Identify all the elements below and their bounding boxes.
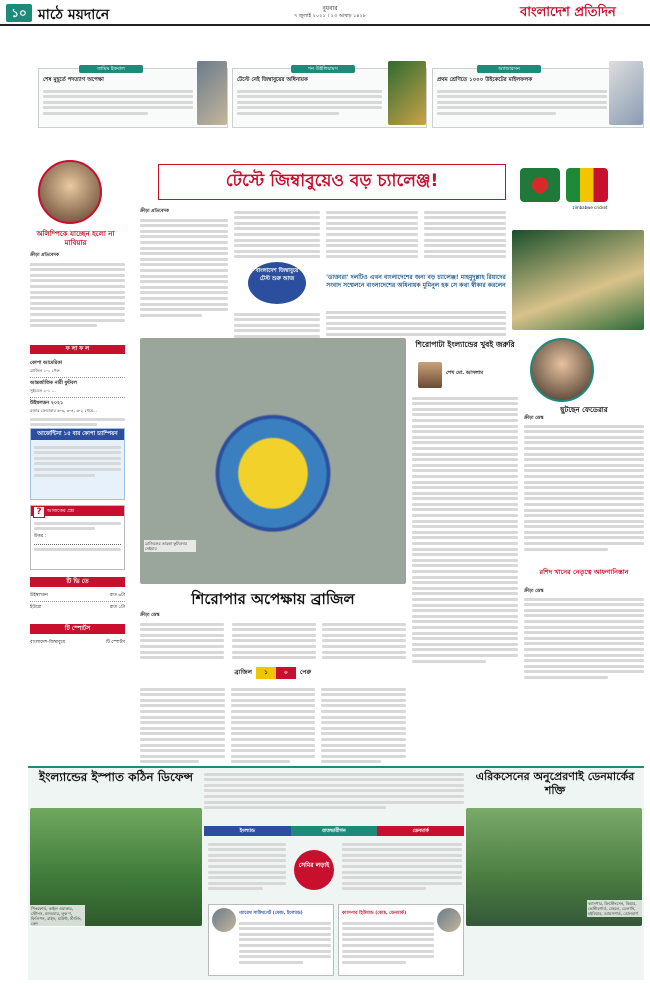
mabia-photo bbox=[38, 160, 102, 224]
top-story-headline: শেষ মুহূর্তে পদত্যাগ অপেক্ষা bbox=[43, 77, 104, 83]
team-right-label: ডেনমার্ক bbox=[377, 826, 464, 836]
newspaper-logo: বাংলাদেশ প্রতিদিন bbox=[520, 5, 616, 20]
top-story-tag: শন উইলিয়ামস bbox=[291, 65, 355, 73]
federer-body bbox=[524, 422, 644, 553]
main-body-col-2 bbox=[234, 208, 320, 261]
tamim-photo bbox=[197, 61, 227, 125]
main-body-col-1 bbox=[140, 216, 228, 319]
main-headline-box bbox=[158, 164, 506, 200]
england-headline: ইংল্যান্ডের ইস্পাত কঠিন ডিফেন্স bbox=[38, 770, 194, 784]
result-item: উইম্বলডন ২০২১ রজার ফেডারার ৬-৩, ৬-৪, ৬-২ গেমে... bbox=[30, 398, 125, 431]
afghan-headline: রশিদ খানের নেতৃত্বে আফগানিস্তান bbox=[539, 568, 629, 576]
bcb-logo bbox=[520, 168, 560, 202]
brazil-headline: শিরোপার অপেক্ষায় ব্রাজিল bbox=[191, 590, 355, 608]
coach-right-name: ক্যাসপার হিউমান্ড (কোচ, ডেনমার্ক) bbox=[342, 911, 407, 916]
main-quote: 'ডাক্তারা' দলটিও এখন বাংলাদেশের জন্য বড় চ্যালেঞ্জ! মাহমুদুল্লাহ রিয়াদের সংবাদ সম্মেলনে বাংলাদেশের অধিনায়ক মুমিনুল হক সে কথা স্বীকার করলেন bbox=[326, 274, 506, 289]
semi-final-badge: সেমির লড়াই bbox=[294, 850, 334, 890]
zimbabwe-logo bbox=[566, 168, 608, 202]
top-story-3[interactable] bbox=[432, 68, 644, 128]
day-label: বুধবার bbox=[322, 5, 338, 12]
score-home-team: ব্রাজিল bbox=[234, 669, 252, 676]
result-item: কোপা আমেরিকা ব্রাজিল ১-০ পেরু bbox=[30, 358, 125, 378]
argentina-title: আর্জেন্টিনা ১৫ বার কোপা চ্যাম্পিয়ন bbox=[31, 429, 124, 440]
coach-left-name: গ্যারেথ সাউথগেট (কোচ, ইংল্যান্ড) bbox=[239, 911, 303, 916]
tv-header: টি ভি তে bbox=[30, 577, 125, 587]
result-item: আন্তর্জাতিক নারী ফুটবল সুইডেন ২-১ ... bbox=[30, 378, 125, 398]
main-body-col-3b bbox=[326, 308, 506, 339]
top-story-headline: প্রথম শ্রেণিতে ১০০০ উইকেটের মাইলফলক bbox=[437, 77, 533, 83]
sports-header: টি স্পোর্টস bbox=[30, 624, 125, 634]
mabia-byline: ক্রীড়া প্রতিবেদক bbox=[30, 253, 59, 258]
quiz-answer-label: উত্তর : bbox=[34, 534, 47, 540]
tv-list bbox=[30, 590, 125, 613]
page-number-badge: ১০ bbox=[6, 4, 32, 22]
main-byline: ক্রীড়া প্রতিবেদক bbox=[140, 209, 169, 214]
afghan-byline: ক্রীড়া ডেস্ক bbox=[524, 589, 544, 594]
coach-right-box bbox=[338, 904, 464, 976]
federer-photo bbox=[530, 338, 594, 402]
hjulmand-photo bbox=[437, 908, 461, 932]
brazil-byline: ক্রীড়া ডেস্ক bbox=[140, 613, 160, 618]
england-lineup-caption: পিকফোর্ড, কাইল ওয়াকার, স্টোনস, ম্যাগুয়ার, লুক শ, ফিলিপস, রাইস, মাউন্ট, স্টার্লিং, কেন bbox=[30, 905, 85, 927]
top-story-tag: অ্যান্ডারসন bbox=[477, 65, 541, 73]
afghan-body bbox=[524, 595, 644, 682]
mabia-headline: অলিম্পিকে যাচ্ছেন হলো না মাবিয়ার bbox=[36, 230, 115, 247]
tv-item: উইম্বলডন রাত ৬টা bbox=[30, 590, 125, 602]
opinion-body bbox=[412, 394, 518, 665]
coach-left-box bbox=[208, 904, 334, 976]
bottom-intro bbox=[204, 770, 464, 812]
masthead bbox=[0, 0, 650, 26]
main-headline: টেস্টে জিম্বাবুয়েও বড় চ্যালেঞ্জ! bbox=[225, 171, 439, 191]
tv-item: ইউরো রাত ১টা bbox=[30, 605, 125, 610]
quiz-box bbox=[30, 505, 125, 570]
federer-byline: ক্রীড়া ডেস্ক bbox=[524, 416, 544, 421]
mabia-body bbox=[30, 260, 125, 330]
bangladesh-team-photo bbox=[512, 230, 644, 330]
sports-list bbox=[30, 637, 125, 648]
top-story-tag: তামিম ইকবাল bbox=[79, 65, 143, 73]
denmark-lineup-caption: ক্যাসপার, ক্রিস্টেনসেন, কিয়ার, ভেস্টারগার্ড, মেহলে, ডেলানি, হইবিয়ার, ড্যামসগার্ড, ডোলবার্গ bbox=[587, 900, 642, 917]
team-left-label: ইংল্যান্ড bbox=[204, 826, 291, 836]
sports-item: বাংলাদেশ-জিম্বাবুয়ে টি স্পোর্টস bbox=[30, 640, 125, 645]
main-body-col-2b bbox=[234, 310, 320, 341]
denmark-headline: এরিকসেনের অনুপ্রেরণাই ডেনমার্কের শক্তি bbox=[475, 770, 635, 797]
brazil-body-4 bbox=[140, 685, 406, 766]
williams-photo bbox=[388, 61, 426, 125]
brazil-body-3 bbox=[322, 620, 406, 662]
score-away-goals: ০ bbox=[276, 667, 296, 679]
scoreboard bbox=[196, 667, 356, 679]
section-title: মাঠে ময়দানে bbox=[38, 7, 110, 23]
southgate-photo bbox=[212, 908, 236, 932]
date-label: ৭ জুলাই ২০২১ । ২৩ আষাঢ় ১৪২৮ bbox=[293, 13, 367, 19]
main-body-col-3 bbox=[326, 208, 418, 261]
score-home-goals: ১ bbox=[256, 667, 276, 679]
argentina-box bbox=[30, 428, 125, 500]
opinion-author: শেখ মো. আসলাম bbox=[446, 370, 483, 376]
top-story-2[interactable] bbox=[232, 68, 427, 128]
anderson-photo bbox=[609, 61, 643, 125]
neymar-caption: ব্রাজিলের তারকা ফুটবলার নেইমার bbox=[144, 540, 196, 552]
zimbabwe-logo-label: zimbabwe cricket bbox=[572, 205, 608, 210]
top-story-headline: টেস্টে নেই জিম্বাবুয়ের অধিনায়ক bbox=[237, 77, 308, 83]
venue-label: রাতভারীগন bbox=[291, 826, 378, 836]
quiz-header: আজকের প্রশ্ন bbox=[31, 506, 124, 516]
bottom-body-right bbox=[342, 840, 462, 893]
results-header: ফ লা ফ ল bbox=[30, 345, 125, 354]
author-photo bbox=[418, 362, 442, 388]
opinion-headline: শিরোপাটা ইংল্যান্ডের খুবই জরুরি bbox=[415, 340, 515, 349]
brazil-body-1 bbox=[140, 620, 224, 662]
brazil-body-2 bbox=[232, 620, 316, 662]
top-story-text bbox=[237, 87, 382, 118]
score-away-team: পেরু bbox=[300, 669, 312, 676]
top-story-1[interactable] bbox=[38, 68, 228, 128]
results-list bbox=[30, 358, 125, 431]
bottom-body-left bbox=[208, 840, 286, 893]
top-story-text bbox=[437, 87, 607, 118]
team-bar bbox=[204, 826, 464, 836]
main-body-col-4 bbox=[424, 208, 506, 261]
question-icon: ? bbox=[33, 506, 45, 518]
main-callout: বাংলাদেশ জিম্বাবুয়ে টেস্ট শুরু আজ bbox=[248, 262, 306, 304]
top-story-text bbox=[43, 87, 193, 118]
federer-headline: ছুটছেন ফেডেরার bbox=[560, 406, 608, 414]
